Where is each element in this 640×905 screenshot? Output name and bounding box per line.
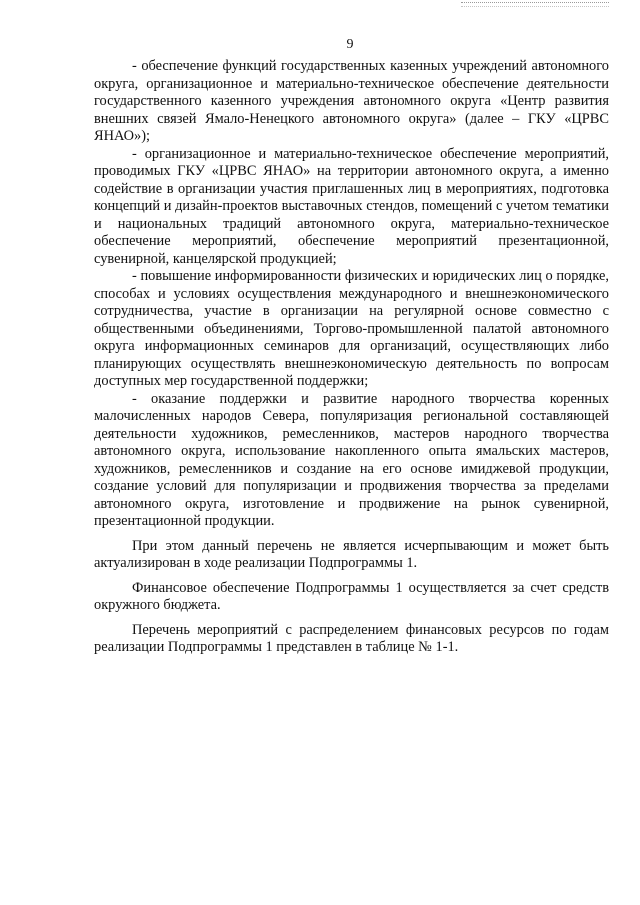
paragraph-list-not-exhaustive: При этом данный перечень не является исчерпывающим и может быть актуализирован в ходе реализации Подпрограммы 1. [94,537,609,571]
paragraph-financing: Финансовое обеспечение Подпрограммы 1 осуществляется за счет средств окружного бюджета. [94,579,609,613]
paragraph-bullet-awareness: - повышение информированности физических и юридических лиц о порядке, способах и условиях осуществления международного и внешнеэкономического сотрудничества, участие в организации на регулярной основе совместно с общественными объединениями, Торгово-промышленной палатой автономного округа информационных семинаров для организаций, осуществляющих либо планирующих осуществлять внешнеэкономическую деятельность по вопросам доступных мер государственной поддержки; [94,268,609,389]
scan-corner-mark [461,2,609,7]
paragraph-bullet-folk-art: - оказание поддержки и развитие народного творчества коренных малочисленных народов Севера, популяризация региональной составляющей деятельности художников, ремесленников, мастеров народного творчества автономного округа, использование накопленного опыта ямальских мастеров, художников, ремесленников и создание на его основе имиджевой продукции, создание условий для популяризации и продвижения творчества за пределами автономного округа, изготовление и продвижение на рынок сувенирной, презентационной продукции. [94,390,609,529]
document-body [94,58,609,657]
paragraph-bullet-event-support: - организационное и материально-техническое обеспечение мероприятий, проводимых ГКУ «ЦРВС ЯНАО» на территории автономного округа, а именно содействие в организации участия приглашенных лиц в мероприятиях, подготовка концепций и дизайн-проектов выставочных стендов, помещений с учетом тематики и национальных традиций автономного округа, материально-техническое обеспечение мероприятий, обеспечение мероприятий презентационной, сувенирной, канцелярской продукцией; [94,145,609,267]
paragraph-bullet-state-institutions: - обеспечение функций государственных казенных учреждений автономного округа, организационное и материально-техническое обеспечение деятельности государственного казенного учреждения автономного округа «Центр развития внешних связей Ямало-Ненецкого автономного округа» (далее – ГКУ «ЦРВС ЯНАО»); [94,58,609,144]
page-number: 9 [346,37,354,52]
paragraph-table-reference: Перечень мероприятий с распределением финансовых ресурсов по годам реализации Подпрограммы 1 представлен в таблице № 1-1. [94,621,609,655]
